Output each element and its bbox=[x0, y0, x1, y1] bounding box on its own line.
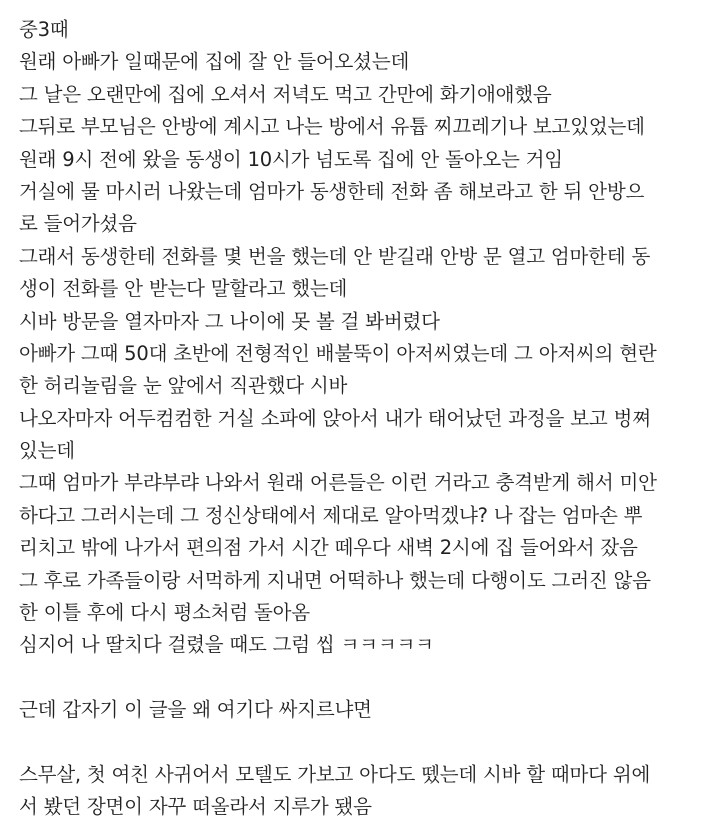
text-line: 나오자마자 어두컴컴한 거실 소파에 앉아서 내가 태어났던 과정을 보고 벙쪄 bbox=[19, 406, 651, 430]
text-line: 스무살, 첫 여친 사귀어서 모텔도 가보고 아다도 뗐는데 시바 할 때마다 위에 bbox=[19, 762, 651, 786]
text-line: 아빠가 그때 50대 초반에 전형적인 배불뚝이 아저씨였는데 그 아저씨의 현란 bbox=[19, 341, 657, 365]
post-body bbox=[19, 14, 709, 824]
text-line: 시바 방문을 열자마자 그 나이에 못 볼 걸 봐버렸다 bbox=[19, 309, 440, 333]
text-line: 중3때 bbox=[19, 18, 69, 41]
blank-line bbox=[19, 727, 709, 759]
text-line: 그때 엄마가 부랴부랴 나와서 원래 어른들은 이런 거라고 충격받게 해서 미안 bbox=[19, 471, 657, 495]
blank-line bbox=[19, 662, 709, 694]
text-line: 리치고 밖에 나가서 편의점 가서 시간 떼우다 새벽 2시에 집 들어와서 잤음 bbox=[19, 536, 638, 560]
text-line: 한 이틀 후에 다시 평소처럼 돌아옴 bbox=[19, 601, 310, 625]
text-line: 하다고 그러시는데 그 정신상태에서 제대로 알아먹겠냐? 나 잡는 엄마손 뿌 bbox=[19, 503, 643, 527]
text-line: 원래 아빠가 일때문에 집에 잘 안 들어오셨는데 bbox=[19, 50, 410, 74]
text-line: 그래서 동생한테 전화를 몇 번을 했는데 안 받길래 안방 문 열고 엄마한테 동 bbox=[19, 244, 651, 268]
text-line: 그 날은 오랜만에 집에 오셔서 저녁도 먹고 간만에 화기애애했음 bbox=[19, 82, 552, 106]
text-line: 한 허리놀림을 눈 앞에서 직관했다 시바 bbox=[19, 374, 348, 398]
text-line: 근데 갑자기 이 글을 왜 여기다 싸지르냐면 bbox=[19, 698, 372, 722]
text-line: 있는데 bbox=[19, 439, 75, 463]
text-line: 그 후로 가족들이랑 서먹하게 지내면 어떡하나 했는데 다행이도 그러진 않음 bbox=[19, 568, 651, 592]
text-line: 심지어 나 딸치다 걸렸을 때도 그럼 씹 ㅋㅋㅋㅋㅋ bbox=[19, 633, 434, 657]
text-line: 생이 전화를 안 받는다 말할라고 했는데 bbox=[19, 277, 348, 301]
text-line: 거실에 물 마시러 나왔는데 엄마가 동생한테 전화 좀 해보라고 한 뒤 안방으 bbox=[19, 179, 645, 203]
text-line: 로 들어가셨음 bbox=[19, 212, 137, 236]
text-line: 원래 9시 전에 왔을 동생이 10시가 넘도록 집에 안 돌아오는 거임 bbox=[19, 147, 563, 171]
text-line: 그뒤로 부모님은 안방에 계시고 나는 방에서 유튭 찌끄레기나 보고있었는데 bbox=[19, 115, 645, 139]
text-line: 서 봤던 장면이 자꾸 떠올라서 지루가 됐음 bbox=[19, 795, 372, 819]
